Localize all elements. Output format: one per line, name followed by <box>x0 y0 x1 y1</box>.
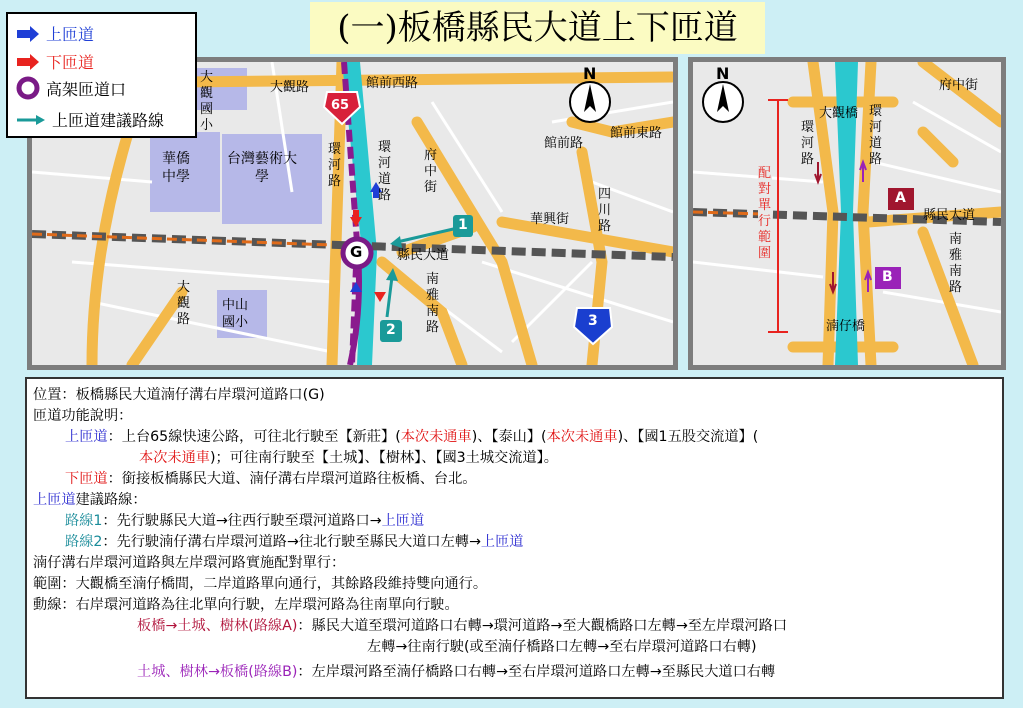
label-right-fuzhong: 府中街 <box>939 78 979 93</box>
label-guanqian-west: 館前西路 <box>366 76 419 91</box>
label-nanya-south: 南雅南路 <box>426 272 440 335</box>
info-oneway-title: 湳仔溝右岸環河道路與左岸環河路實施配對單行： <box>33 555 346 571</box>
info-function-title: 匝道功能說明： <box>33 408 133 424</box>
legend-off-ramp: 下匝道 <box>16 50 94 73</box>
label-right-huanhe-daolu: 環河道路 <box>869 104 883 167</box>
info-range: 範圍：大觀橋至湳仔橋間，二岸道路單向通行，其餘路段維持雙向通行。 <box>33 576 488 592</box>
label-daguan-road: 大觀路 <box>270 80 310 95</box>
info-suggest: 上匝道建議路線： <box>33 492 147 508</box>
label-north-left: N <box>583 64 597 83</box>
label-huanhe-daolu: 環河道路 <box>378 140 392 203</box>
info-route1: 路線1：先行駛縣民大道→往西行駛至環河道路口→上匝道 <box>65 513 425 529</box>
label-daguan-bridge: 大觀橋 <box>819 106 859 121</box>
blue-arrow-icon <box>16 26 40 42</box>
info-route-a-cont: 左轉→往南行駛(或至湳仔橋路口左轉→至右岸環河道路口右轉) <box>367 639 757 655</box>
label-huaxing: 華興街 <box>530 212 570 227</box>
info-flow: 動線：右岸環河道路為往北單向行駛，左岸環河路為往南單向行駛。 <box>33 597 459 613</box>
right-map <box>688 57 1006 370</box>
label-guanqian-east: 館前東路 <box>610 126 663 141</box>
label-route-b: B <box>882 269 893 285</box>
label-fuzhong: 府中街 <box>424 148 438 195</box>
label-route-1: 1 <box>458 217 468 233</box>
label-daguan-school: 大觀國小 <box>200 70 214 133</box>
label-ramp-g: G <box>350 243 363 261</box>
label-shield-65: 65 <box>331 98 350 113</box>
legend-on-ramp: 上匝道 <box>16 22 94 45</box>
north-arrow-icon <box>570 82 610 122</box>
label-xianmin: 縣民大道 <box>397 248 450 263</box>
label-range: 配對單行範圍 <box>758 166 772 261</box>
label-huaqiao: 華僑中學 <box>162 151 190 185</box>
info-route-b: 土城、樹林→板橋(路線B)：左岸環河路至湳仔橋路口右轉→至右岸環河道路口左轉→至縣民大道口右轉 <box>137 664 776 680</box>
label-shield-3: 3 <box>588 313 598 329</box>
label-huanhe-road: 環河路 <box>328 142 342 189</box>
info-on-ramp-cont: 本次未通車)；可往南行駛至【土城】、【樹林】、【國3土城交流道】。 <box>139 450 558 466</box>
label-zhongshan: 中山國小 <box>222 298 249 330</box>
red-arrow-icon <box>16 54 40 70</box>
legend-suggested-route: 上匝道建議路線 <box>16 108 164 131</box>
label-route-2: 2 <box>386 322 396 338</box>
info-on-ramp: 上匝道：上台65線快速公路，可往北行駛至【新莊】(本次未通車)、【泰山】(本次未通車)、【國1五股交流道】( <box>65 429 759 445</box>
label-route-a: A <box>895 190 906 206</box>
legend-elevated-ramp: 高架匝道口 <box>16 76 126 100</box>
label-right-huanhe: 環河路 <box>801 120 815 167</box>
info-route-a: 板橋→土城、樹林(路線A)：縣民大道至環河道路口右轉→環河道路→至大觀橋路口左轉→至左岸環河路口 <box>137 618 788 634</box>
label-right-xianmin: 縣民大道 <box>923 208 976 223</box>
label-ntua: 台灣藝術大學 <box>227 151 297 185</box>
label-sichuan: 四川路 <box>598 187 612 234</box>
info-route2: 路線2：先行駛湳仔溝右岸環河道路→往北行駛至縣民大道口左轉→上匝道 <box>65 534 524 550</box>
info-location: 位置：板橋縣民大道湳仔溝右岸環河道路口(G) <box>33 387 325 403</box>
teal-arrow-icon <box>16 113 46 127</box>
info-off-ramp: 下匝道：銜接板橋縣民大道、湳仔溝右岸環河道路往板橋、台北。 <box>65 471 477 487</box>
label-guanqian: 館前路 <box>544 136 584 151</box>
info-panel <box>25 377 1004 699</box>
label-nanzai-bridge: 湳仔橋 <box>826 319 866 334</box>
label-north-right: N <box>716 64 730 83</box>
page-title: (一)板橋縣民大道上下匝道 <box>310 2 765 54</box>
label-daguan-road-2: 大觀路 <box>177 280 191 327</box>
label-right-nanya: 南雅南路 <box>949 232 963 295</box>
north-arrow-right-icon <box>703 82 743 122</box>
ring-icon <box>16 76 40 100</box>
map-legend <box>6 12 197 138</box>
